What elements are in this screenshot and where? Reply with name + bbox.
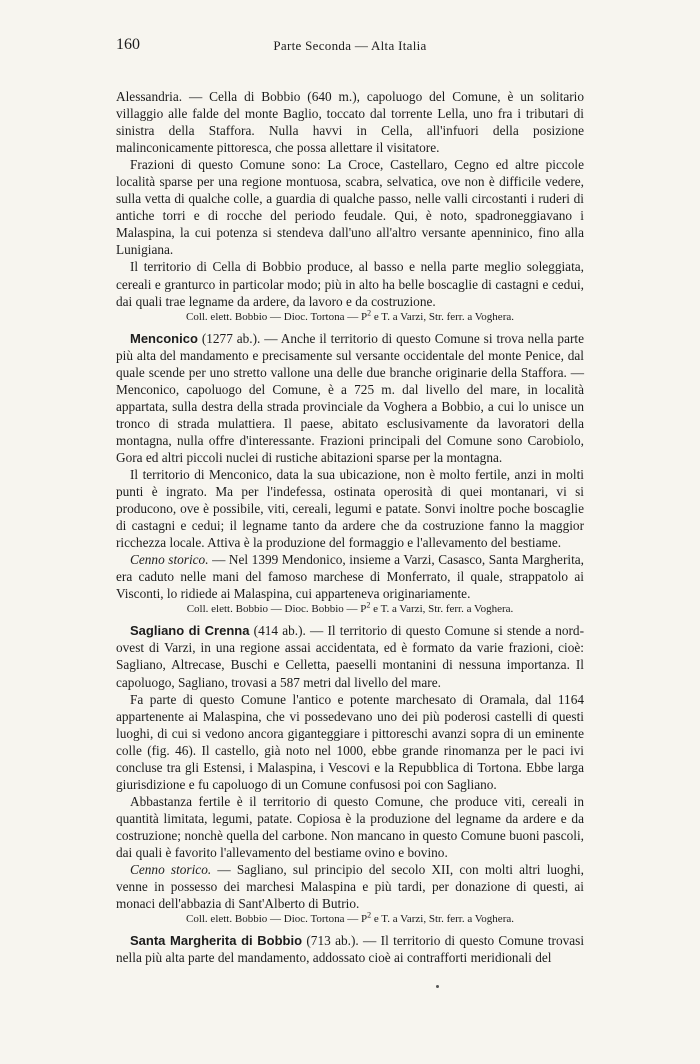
page-header: [116, 36, 584, 56]
running-title: Parte Seconda — Alta Italia: [273, 38, 427, 53]
cella-paragraph-2: Frazioni di questo Comune sono: La Croce, Castellaro, Cegno ed altre piccole località sparse per una regione montuosa, scabra, selvatica, ove non è difficile vedere, sulla vetta di qualche colle, a guardia di qualche passo, nelle valli circostanti i ruderi di antiche torri e di rocche del periodo feudale. Qui, è noto, spadroneggiavano i Malaspina, la cui potenza si stendeva dall'uno all'altro versante apenninico, fino alla Lunigiana.: [116, 157, 584, 258]
cella-paragraph-3: Il territorio di Cella di Bobbio produce, al basso e nella parte meglio soleggiata, cereali e granturco in particolar modo; più in alto ha belle boscaglie di castagni e cedui, dai quali trae legname da ardere, da lavoro e da costruzione.: [116, 259, 584, 309]
sagliano-paragraph-2: Fa parte di questo Comune l'antico e potente marchesato di Oramala, dal 1164 appartenente ai Malaspina, che vi possedevano uno dei più poderosi castelli di questi luoghi, di cui si vedono ancora giganteggiare i pittoreschi avanzi sopra di un eminente colle (fig. 46). Il castello, già noto nel 1000, ebbe grande rinomanza per le paci ivi concluse tra gli Estensi, i Malaspina, i Vescovi e la Repubblica di Tortona. Ebbe larga giurisdizione e fu capoluogo di un Comune confusosi poi con Sagliano.: [116, 691, 584, 792]
page-number: 160: [116, 36, 140, 53]
sagliano-paragraph-3: Abbastanza fertile è il territorio di questo Comune, che produce viti, cereali in quantità limitata, legumi, patate. Copiosa è la produzione del legname da ardere e da costruzione; nonchè quella del carbone. Non mancano in questo Comune buoni pascoli, dai quali è favorito l'allevamento del bestiame ovino e bovino.: [116, 793, 584, 860]
menconico-coll-line: Coll. elett. Bobbio — Dioc. Bobbio — $P^2$ e T. a Varzi, Str. ferr. a Voghera.: [186, 600, 514, 616]
sagliano-paragraph-1: Sagliano di Crenna (414 ab.). — Il territorio di questo Comune si stende a nord-ovest di Varzi, in una regione assai accidentata, ed è formato da varie frazioni, cioè: Sagliano, Altrecase, Buschi e Celletta, paeselli montanini di nessuna importanza. Il capoluogo, Sagliano, trovasi a 587 metri dal livello del mare.: [116, 623, 584, 690]
menconico-paragraph-2: Il territorio di Menconico, data la sua ubicazione, non è molto fertile, anzi in molti punti è ingrato. Ma per l'indefessa, ostinata operosità di quei montanari, vi si producono, ove è possibile, viti, cereali, legumi e patate. Sonvi inoltre poche boscaglie di castagni e cedui; il legname tanto da ardere che da costruzione fanno la maggior ricchezza locale. Attiva è la produzione del formaggio e l'allevamento del bestiame.: [116, 466, 584, 551]
entry-name-santa-margherita: Santa Margherita di Bobbio: [130, 933, 303, 949]
menconico-paragraph-1: Menconico (1277 ab.). — Anche il territorio di questo Comune si trova nella parte più alta del mandamento e precisamente sul versante occidentale del monte Penice, dal quale scende per uno stretto vallone una delle due branche originarie della Staffora. — Menconico, capoluogo del Comune, è a 725 m. dal livello del mare, in località appartata, sulla destra della strada provinciale da Voghera a Bobbio, a cui lo unisce un tronco di strada mulattiera. Il paese, abitato esclusivamente da lavoratori della montagna, nulla offre d'interessante. Frazioni principali del Comune sono Carobiolo, Gora ed altri piccoli nuclei di rustiche abitazioni sparse per la montagna.: [116, 330, 584, 465]
sagliano-coll-line: Coll. elett. Bobbio — Dioc. Tortona — $P^2$ e T. a Varzi, Str. ferr. a Voghera.: [185, 910, 514, 926]
cella-coll-line: Coll. elett. Bobbio — Dioc. Tortona — $P^2$ e T. a Varzi, Str. ferr. a Voghera.: [185, 307, 514, 323]
cella-paragraph-1: Alessandria. — Cella di Bobbio (640 m.), capoluogo del Comune, è un solitario villaggio alle falde del monte Baglio, toccato dal torrente Lella, uno fra i tributari di sinistra della Staffora. Nulla havvi in Cella, all'infuori della posizione malinconicamente pittoresca, che possa allettare il visitatore.: [116, 89, 584, 156]
menconico-cenno-storico: Cenno storico. — Nel 1399 Mendonico, insieme a Varzi, Casasco, Santa Margherita, era caduto nelle mani del famoso marchese di Monferrato, il quale, strappatolo ai Visconti, lo ridiede ai Malaspina, cui apparteneva originariamente.: [116, 552, 584, 602]
santa-margherita-paragraph-1: Santa Margherita di Bobbio (713 ab.). — Il territorio di questo Comune trovasi nella più alta parte del mandamento, addossato cioè ai contrafforti meridionali del: [116, 933, 585, 966]
page-body: [116, 88, 584, 966]
print-speck: [436, 985, 439, 988]
entry-name-sagliano: Sagliano di Crenna: [130, 623, 250, 639]
sagliano-cenno-storico: Cenno storico. — Sagliano, sul principio del secolo XII, con molti altri luoghi, venne in possesso dei marchesi Malaspina e più tardi, per donazione di questi, ai monaci dell'abbazia di Sant'Alberto di Butrio.: [116, 862, 585, 912]
entry-name-menconico: Menconico: [130, 330, 198, 346]
